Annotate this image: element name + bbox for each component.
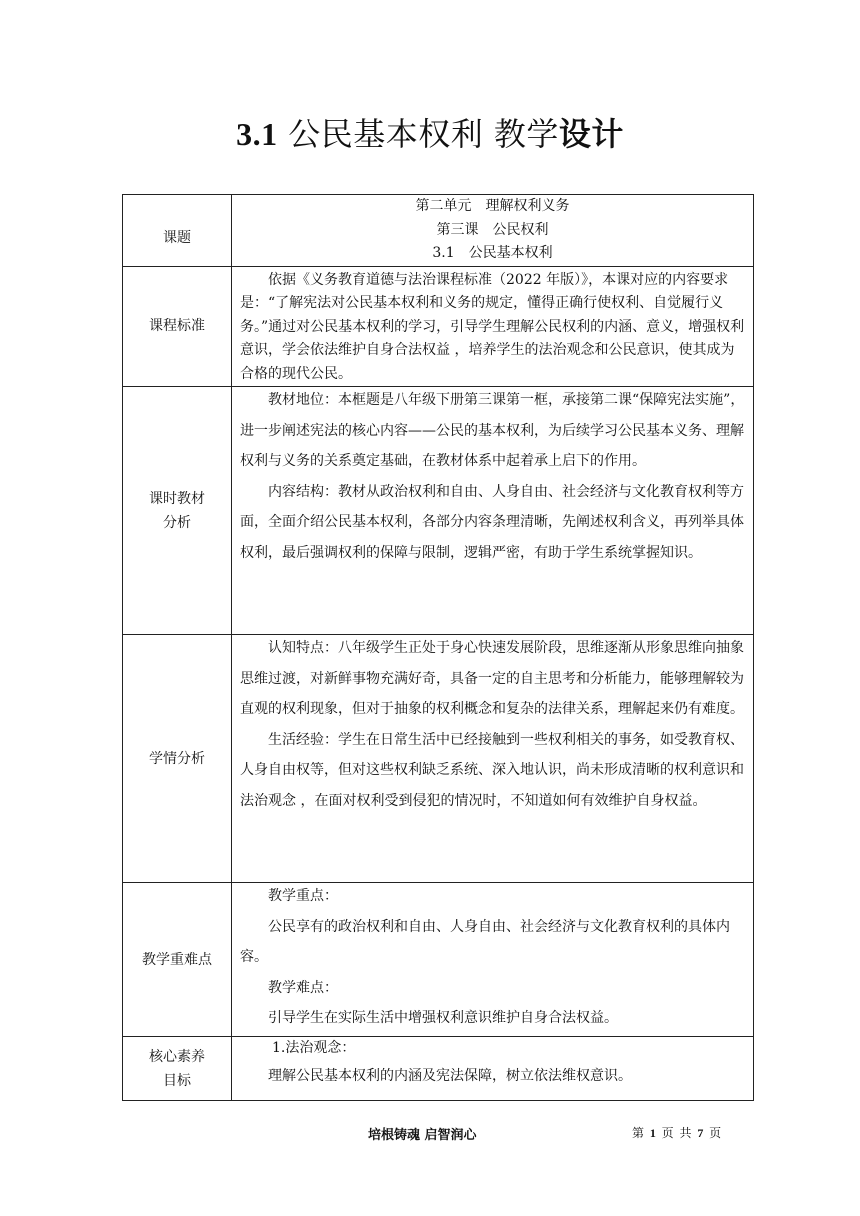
page-number: 1 xyxy=(649,1126,657,1140)
topic-line-lesson: 第三课 公民权利 xyxy=(436,221,549,238)
label-learner-analysis xyxy=(123,635,232,883)
row-curriculum-standard xyxy=(123,266,754,387)
content-curriculum-standard xyxy=(232,266,754,387)
label-topic-text: 课题 xyxy=(163,230,191,247)
lesson-plan-table xyxy=(122,194,754,1101)
difficult-point-text: 引导学生在实际生活中增强权利意识维护自身合法权益。 xyxy=(268,1010,618,1026)
topic-line-section: 3.1 公民基本权利 xyxy=(432,245,553,261)
label-textbook-analysis-line2: 分析 xyxy=(163,514,191,531)
row-textbook-analysis xyxy=(123,387,754,635)
textbook-position-paragraph: 教材地位：本框题是八年级下册第三课第一框，承接第二课“保障宪法实施”，进一步阐述宪法的核心内容——公民的基本权利，为后续学习公民基本义务、理解权利与义务的关系奠定基础，在教材体系中起着承上启下的作用。 xyxy=(240,392,745,469)
label-textbook-analysis xyxy=(123,387,232,635)
label-key-difficult-points-text: 教学重难点 xyxy=(142,951,212,968)
textbook-structure-paragraph: 内容结构：教材从政治权利和自由、人身自由、社会经济与文化教育权利等方面，全面介绍公民基本权利，各部分内容条理清晰，先阐述权利含义，再列举具体权利，最后强调权利的保障与限制，逻辑严密，有助于学生系统掌握知识。 xyxy=(240,483,744,561)
cognitive-features-paragraph: 认知特点：八年级学生正处于身心快速发展阶段，思维逐渐从形象思维向抽象思维过渡，对新鲜事物充满好奇，具备一定的自主思考和分析能力，能够理解较为直观的权利现象，但对于抽象的权利概念和复杂的法律关系，理解起来仍有难度。 xyxy=(240,640,744,717)
content-topic xyxy=(232,195,754,267)
title-main: 公民基本权利 教学 xyxy=(288,115,559,153)
row-topic xyxy=(123,195,754,267)
title-number: 3.1 xyxy=(236,116,278,152)
topic-line-unit: 第二单元 理解权利义务 xyxy=(415,198,570,214)
key-point-text: 公民享有的政治权利和自由、人身自由、社会经济与文化教育权利的具体内容。 xyxy=(240,918,730,965)
core-competency-heading: 1.法治观念： xyxy=(272,1040,356,1056)
row-key-difficult-points xyxy=(123,883,754,1037)
content-learner-analysis xyxy=(232,635,754,883)
label-core-competency-line1: 核心素养 xyxy=(149,1048,205,1065)
page-total: 7 xyxy=(697,1126,705,1140)
label-textbook-analysis-line1: 课时教材 xyxy=(149,490,205,507)
label-curriculum-standard-text: 课程标准 xyxy=(149,318,205,335)
life-experience-paragraph: 生活经验：学生在日常生活中已经接触到一些权利相关的事务，如受教育权、人身自由权等，但对这些权利缺乏系统、深入地认识，尚未形成清晰的权利意识和法治观念 ，在面对权利受到侵犯的情况时，不知道如何有效维护自身权益。 xyxy=(240,731,744,809)
label-key-difficult-points xyxy=(123,883,232,1037)
key-point-heading: 教学重点： xyxy=(268,888,338,904)
curriculum-standard-paragraph: 依据《义务教育道德与法治课程标准（2022 年版）》，本课对应的内容要求是：“了解宪法对公民基本权利和义务的规定，懂得正确行使权利、自觉履行义务。”通过对公民基本权利的学习，引导学生理解公民权利的内涵、意义，增强权利意识，学会依法维护自身合法权益 ，培养学生的法治观念和公民意识，使其成为合格的现代公民。 xyxy=(240,271,745,382)
page-indicator xyxy=(632,1124,722,1141)
core-competency-text: 理解公民基本权利的内涵及宪法保障，树立依法维权意识。 xyxy=(268,1068,632,1084)
label-topic xyxy=(123,195,232,267)
content-core-competency xyxy=(232,1037,754,1101)
label-learner-analysis-text: 学情分析 xyxy=(149,750,205,767)
difficult-point-heading: 教学难点： xyxy=(268,979,338,996)
label-curriculum-standard xyxy=(123,266,232,387)
page-prefix: 第 xyxy=(632,1126,646,1140)
document-title xyxy=(0,112,860,156)
page-mid: 页 共 xyxy=(661,1126,693,1140)
row-core-competency xyxy=(123,1037,754,1101)
label-core-competency-line2: 目标 xyxy=(163,1072,191,1089)
footer-motto: 培根铸魂 启智润心 xyxy=(368,1128,477,1143)
page-suffix: 页 xyxy=(709,1126,723,1140)
content-key-difficult-points xyxy=(232,883,754,1037)
content-textbook-analysis xyxy=(232,387,754,635)
title-bold: 设计 xyxy=(558,115,624,153)
label-core-competency xyxy=(123,1037,232,1101)
row-learner-analysis xyxy=(123,635,754,883)
